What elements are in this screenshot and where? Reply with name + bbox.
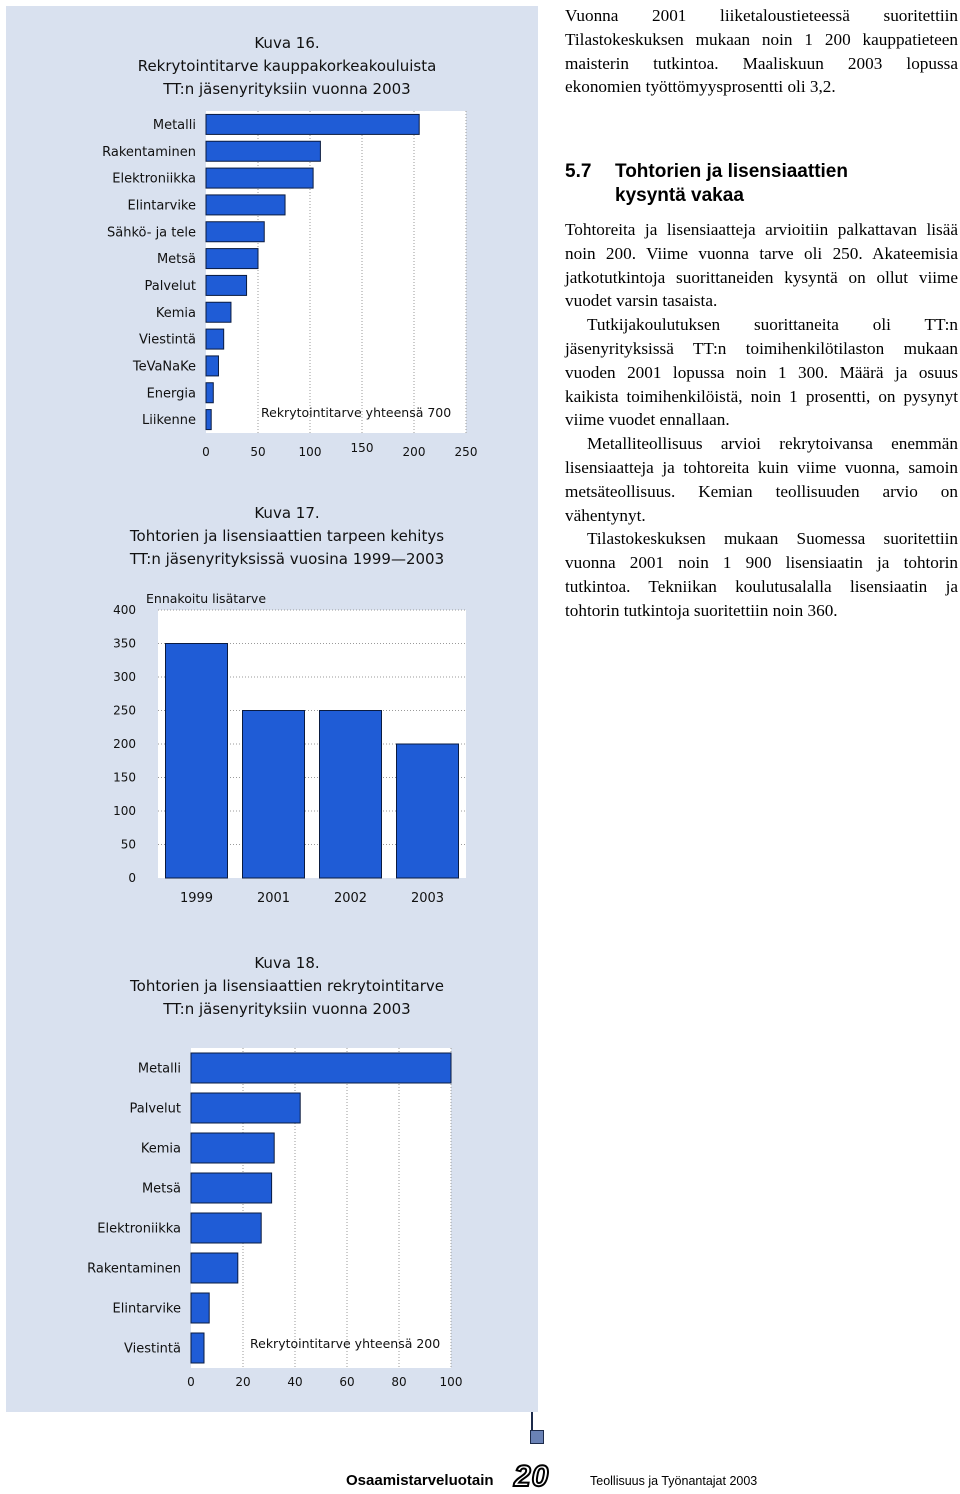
y-tick-label: 50: [120, 837, 136, 852]
x-tick-label: 20: [235, 1375, 251, 1389]
footer-publisher: Teollisuus ja Työnantajat 2003: [590, 1474, 758, 1488]
bar: [191, 1173, 272, 1203]
x-category-label: 2001: [256, 891, 291, 906]
x-tick-label: 40: [287, 1375, 303, 1389]
page-footer: [0, 1460, 960, 1493]
x-tick-label: 80: [391, 1375, 407, 1389]
x-tick-label: 200: [402, 445, 426, 459]
x-tick-label: 100: [439, 1375, 463, 1389]
bar: [166, 644, 228, 879]
y-tick-label: 100: [113, 804, 136, 818]
kuva-16-number: Kuva 16.: [254, 34, 320, 52]
bar: [206, 114, 419, 134]
kuva-16-title-line-1: Rekrytointitarve kauppakorkeakouluista: [137, 57, 437, 75]
y-tick-label: 150: [113, 770, 136, 785]
bar: [191, 1053, 451, 1083]
x-tick-label: 50: [250, 445, 266, 459]
bar: [206, 410, 211, 430]
intro-paragraph: Vuonna 2001 liiketaloustieteessä suoritettiin Tilastokeskuksen mukaan noin 1 200 kauppatieteen maisterin tutkintoa. Maaliskuun 2003 lopussa ekonomien työttömyysprosentti oli 3,2.: [565, 6, 958, 97]
kuva-18-number: Kuva 18.: [254, 954, 320, 972]
page-marker-line: [531, 1412, 533, 1430]
bar: [206, 249, 258, 269]
chart-kuva-18: [6, 940, 538, 1400]
category-label: Palvelut: [144, 278, 196, 294]
y-tick-label: 350: [113, 636, 136, 651]
bar: [206, 168, 313, 188]
bar: [191, 1133, 274, 1163]
category-label: Elektroniikka: [112, 171, 196, 187]
body-paragraph-3: Metalliteollisuus arvioi rekrytoivansa enemmän lisensiaatteja ja tohtoreita kuin viime vuonna, samoin metsäteollisuus. Kemian teollisuuden arvio on vähentynyt.: [565, 434, 958, 525]
bar: [206, 195, 285, 215]
body-paragraph-1: Tohtoreita ja lisensiaatteja arvioitiin palkattavan lisää noin 200. Viime vuonna tarve oli 250. Akateemisia jatkotutkintoja suorittaneiden kysyntä on ollut viime vuodet varsin tasaista.: [565, 220, 958, 311]
kuva-18-title-line-2: TT:n jäsenyrityksiin vuonna 2003: [163, 1000, 411, 1018]
kuva-16-annotation: Rekrytointitarve yhteensä 700: [261, 405, 452, 420]
body-paragraph-2: Tutkijakoulutuksen suorittaneita oli TT:n jäsenyrityksissä TT:n toimihenkilötilaston mukaan vuoden 2001 lopussa noin 1 300. Määrä ja osuus kaikista toimihenkilöistä, noin 1 prosentti, on pysynyt viime vuodet ennallaan.: [565, 315, 958, 430]
kuva-16-title-line-2: TT:n jäsenyrityksiin vuonna 2003: [163, 80, 411, 98]
category-label: Viestintä: [123, 1341, 181, 1357]
y-tick-label: 400: [113, 603, 136, 617]
y-tick-label: 0: [128, 871, 136, 885]
category-label: Rakentaminen: [102, 144, 196, 160]
x-tick-label: 60: [339, 1375, 355, 1389]
y-tick-label: 200: [113, 737, 136, 751]
category-label: Elintarvike: [112, 1301, 181, 1317]
category-label: Metalli: [152, 117, 196, 133]
kuva-17-title-line-1: Tohtorien ja lisensiaattien tarpeen kehitys: [129, 527, 445, 545]
category-label: Metsä: [141, 1181, 181, 1197]
category-label: Metalli: [137, 1061, 181, 1077]
chart-kuva-17: [6, 490, 538, 920]
x-category-label: 2002: [333, 891, 368, 906]
category-label: Sähkö- ja tele: [107, 225, 196, 241]
x-category-label: 1999: [179, 891, 214, 906]
bar: [320, 711, 382, 879]
category-label: Kemia: [140, 1141, 181, 1157]
section-number: 5.7: [565, 161, 592, 182]
bar: [397, 744, 459, 878]
section-title-line-1: Tohtorien ja lisensiaattien: [615, 161, 848, 182]
chart-kuva-16: [6, 0, 538, 470]
bar: [191, 1293, 209, 1323]
bar: [243, 711, 305, 879]
y-tick-label: 300: [113, 670, 136, 684]
section-title-line-2: kysyntä vakaa: [615, 185, 744, 206]
bar: [206, 302, 231, 322]
bar: [191, 1253, 238, 1283]
bar: [206, 329, 224, 349]
x-category-label: 2003: [410, 891, 445, 906]
category-label: TeVaNaKe: [132, 359, 196, 375]
x-tick-label: 250: [454, 445, 478, 459]
page-number: 20: [514, 1460, 550, 1493]
kuva-17-number: Kuva 17.: [254, 504, 320, 522]
kuva-17-annotation: Ennakoitu lisätarve: [146, 591, 267, 606]
y-tick-label: 250: [113, 703, 136, 718]
kuva-17-title-line-2: TT:n jäsenyrityksissä vuosina 1999—2003: [129, 550, 445, 568]
category-label: Viestintä: [138, 332, 196, 348]
bar: [206, 222, 264, 242]
bar: [206, 356, 218, 376]
category-label: Rakentaminen: [87, 1261, 181, 1277]
section-heading: [565, 160, 958, 208]
bar: [206, 275, 247, 295]
category-label: Elintarvike: [127, 198, 196, 214]
category-label: Metsä: [156, 252, 196, 268]
bar: [191, 1213, 261, 1243]
x-tick-label: 0: [202, 445, 210, 459]
category-label: Energia: [146, 386, 196, 402]
bar: [206, 141, 320, 161]
kuva-18-title-line-1: Tohtorien ja lisensiaattien rekrytointitarve: [130, 977, 444, 995]
x-tick-label: 150: [350, 441, 374, 455]
category-label: Kemia: [155, 305, 196, 321]
x-tick-label: 100: [298, 445, 322, 459]
bar: [191, 1333, 204, 1363]
body-paragraph-4: Tilastokeskuksen mukaan Suomessa suoritettiin vuonna 2001 noin 1 900 lisensiaatin ja tohtorin tutkintoa. Tekniikan koulutusalalla lisensiaatin ja tohtorin tutkintoja suoritettiin noin 360.: [565, 529, 958, 620]
page-marker-square: [530, 1430, 544, 1444]
category-label: Palvelut: [129, 1101, 181, 1117]
kuva-18-annotation: Rekrytointitarve yhteensä 200: [250, 1336, 441, 1351]
bar: [206, 383, 213, 403]
category-label: Liikenne: [141, 413, 196, 429]
bar: [191, 1093, 300, 1123]
footer-publication: Osaamistarveluotain: [346, 1472, 494, 1489]
x-tick-label: 0: [187, 1375, 195, 1389]
category-label: Elektroniikka: [97, 1221, 181, 1237]
